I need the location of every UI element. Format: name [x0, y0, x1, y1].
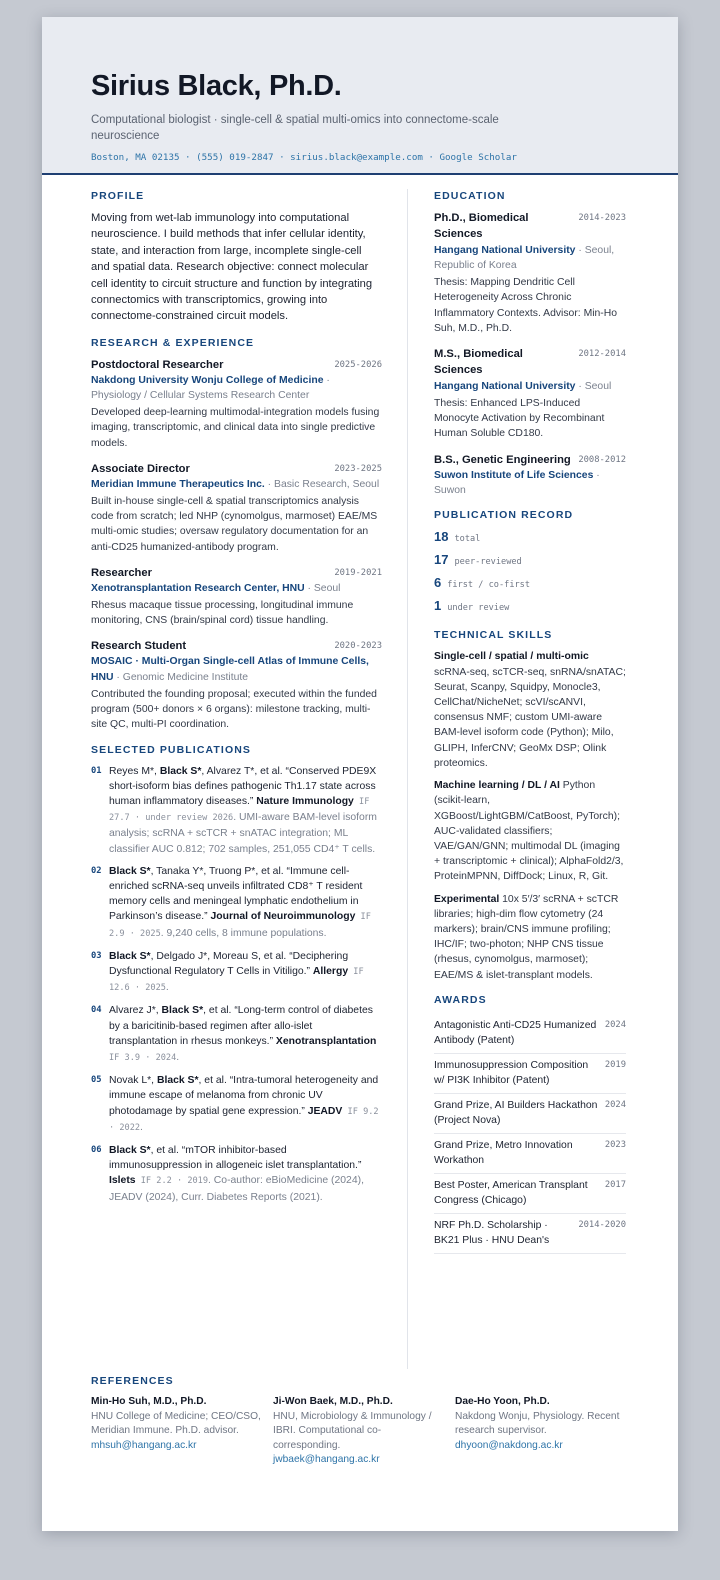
reference-name: Min-Ho Suh, M.D., Ph.D.: [91, 1396, 207, 1407]
job-org: [91, 373, 382, 403]
award-item: [434, 1134, 626, 1174]
authors-before: Novak L*,: [109, 1075, 157, 1087]
publication-list: [91, 764, 382, 1205]
job-title: Researcher: [91, 566, 152, 579]
education-years: 2012-2014: [578, 349, 626, 360]
impact-meta: IF 12.6 · 2025: [109, 966, 364, 994]
org-detail: · Genomic Medicine Institute: [113, 671, 249, 683]
publication-item: [91, 864, 382, 942]
award-year: 2024: [604, 1099, 626, 1110]
reference-item: [455, 1395, 625, 1468]
column-divider: [407, 189, 408, 1369]
pub-record-count: 6: [434, 575, 442, 591]
publication-citation: [109, 1003, 382, 1066]
education-item: [434, 210, 626, 336]
awards-list: [434, 1014, 626, 1254]
awards-heading: AWARDS: [434, 993, 487, 1006]
pub-record-item: [434, 598, 626, 616]
award-year: 2017: [604, 1179, 626, 1190]
degree: Ph.D., Biomedical Sciences: [434, 212, 529, 241]
job-org: [91, 581, 382, 596]
experience-item: [91, 565, 382, 629]
journal-name: JEADV: [307, 1105, 343, 1117]
reference-email-link[interactable]: jwbaek@hangang.ac.kr: [273, 1454, 380, 1465]
publication-number: 02: [91, 865, 102, 876]
award-name: Best Poster, American Transplant Congress (Chicago): [434, 1179, 588, 1206]
skill-category: Single-cell / spatial / multi-omic: [434, 651, 589, 663]
job-years: 2023-2025: [334, 463, 382, 474]
experience-item: [91, 638, 382, 732]
job-description: Rhesus macaque tissue processing, longitudinal immune monitoring, CNS (brain/spinal cord) tissue handling.: [91, 600, 354, 627]
org-detail: · Basic Research, Seoul: [264, 478, 380, 490]
pub-record-label: total: [454, 534, 481, 545]
school-name: Hangang National University: [434, 380, 576, 392]
pub-record-item: [434, 529, 626, 547]
pub-record-count: 18: [434, 529, 449, 545]
job-org: [91, 477, 382, 492]
publication-citation: [109, 764, 382, 857]
reference-description: HNU, Microbiology & Immunology / IBRI. Computational co-corresponding.: [273, 1410, 432, 1451]
publication-note: . Co-author: eBioMedicine (2024), JEADV (2024), Curr. Diabetes Reports (2021).: [109, 1175, 364, 1203]
school: [434, 468, 626, 498]
impact-meta: IF 2.9 · 2025: [109, 912, 371, 939]
publication-note: . 9,240 cells, 8 immune populations.: [160, 927, 327, 939]
pub-record-label: peer-reviewed: [454, 557, 522, 568]
org-name: Nakdong University Wonju College of Medicine: [91, 374, 324, 386]
publication-note: .: [176, 1051, 180, 1063]
publication-item: [91, 1143, 382, 1205]
school-name: Hangang National University: [434, 244, 576, 256]
impact-meta: IF 2.2 · 2019: [135, 1176, 209, 1187]
authors-before: Reyes M*,: [109, 765, 160, 777]
publication-number: 06: [91, 1144, 102, 1155]
award-year: 2014-2020: [578, 1219, 626, 1230]
publication-citation: [109, 864, 382, 942]
journal-name: Journal of Neuroimmunology: [210, 911, 356, 923]
award-year: 2023: [604, 1139, 626, 1150]
education-title-row: [434, 346, 626, 379]
author-self: Black S*: [161, 1005, 204, 1017]
citation-title: , et al. “Long-term control of diabetes by a baricitinib-based regimen after allo-islet transplantation in rhesus monkeys.”: [109, 1005, 373, 1047]
references-heading: REFERENCES: [91, 1375, 174, 1387]
award-name: Grand Prize, Metro Innovation Workathon: [434, 1139, 573, 1166]
references-section: [91, 1374, 631, 1468]
org-name: Meridian Immune Therapeutics Inc.: [91, 478, 265, 490]
education-title-row: [434, 452, 626, 468]
pub-record-list: [434, 529, 626, 616]
citation-title: , et al. “Intra-tumoral heterogeneity and immune escape of melanoma from chronic UV photodamage by spatial gene expression.”: [109, 1075, 379, 1117]
citation-title: , Delgado J*, Moreau S, et al. “Deciphering Dysfunctional Regulatory T Cells in Vitiligo.”: [109, 950, 349, 977]
author-self: Black S*: [159, 765, 202, 777]
left-column: [91, 189, 382, 1212]
award-item: [434, 1054, 626, 1094]
org-name: MOSAIC · Multi-Organ Single-cell Atlas of Immune Cells, HNU: [91, 656, 369, 683]
impact-meta: IF 3.9 · 2024: [109, 1052, 177, 1063]
experience-item: [91, 357, 382, 451]
tagline: Computational biologist · single-cell & spatial multi-omics into connectome-scale neuroscience: [91, 114, 499, 142]
education-list: [434, 210, 626, 498]
journal-name: Allergy: [312, 965, 349, 977]
school: [434, 243, 626, 273]
pub-record-heading: PUBLICATION RECORD: [434, 509, 574, 522]
school-location: · Seoul, Republic of Korea: [434, 244, 615, 272]
skill-details: scRNA-seq, scTCR-seq, snRNA/snATAC; Seurat, Scanpy, Squidpy, Monocle3, CellChat/NicheNet; scVI/scANVI, consensus NMF; custom UMI-aware BAM-level isoform code (Python); Milo, GLIPH, InferCNV; GeoMx DSP; Olink proteomics.: [434, 666, 626, 769]
experience-item: [91, 461, 382, 555]
publication-number: 01: [91, 765, 102, 776]
school-name: Suwon Institute of Life Sciences: [434, 470, 594, 482]
school-location: · Seoul: [575, 380, 612, 392]
citation-title: , Tanaka Y*, Truong P*, et al. “Immune cell-enriched scRNA-seq unveils infiltrated CD8⁺ T resident memory cells and meningeal lymphatic endothelium in Parkinson’s disease.”: [109, 865, 363, 923]
school: [434, 379, 626, 394]
author-self: Black S*: [156, 1075, 199, 1087]
education-title-row: [434, 210, 626, 243]
skills-list: [434, 649, 626, 982]
pub-record-count: 1: [434, 598, 442, 614]
publication-number: 05: [91, 1075, 102, 1086]
experience-title-row: [91, 638, 382, 654]
pub-record-count: 17: [434, 552, 449, 568]
reference-email-link[interactable]: dhyoon@nakdong.ac.kr: [455, 1439, 563, 1451]
journal-name: Xenotransplantation: [275, 1035, 377, 1047]
references-list: [91, 1395, 631, 1468]
skill-item: [434, 892, 626, 983]
publication-item: [91, 764, 382, 857]
education-heading: EDUCATION: [434, 190, 506, 202]
reference-description: Nakdong Wonju, Physiology. Recent research supervisor.: [455, 1410, 620, 1436]
award-name: Antagonistic Anti-CD25 Humanized Antibody (Patent): [434, 1019, 597, 1046]
publication-note: .: [165, 982, 169, 994]
publication-citation: [109, 1073, 382, 1136]
publication-citation: [109, 949, 382, 997]
job-org: [91, 654, 382, 684]
publications-heading: SELECTED PUBLICATIONS: [91, 743, 251, 756]
reference-item: [273, 1395, 443, 1468]
skill-category: Experimental: [434, 893, 500, 905]
skill-item: [434, 649, 626, 771]
publication-citation: [109, 1143, 382, 1205]
pub-record-label: under review: [447, 603, 510, 614]
job-description: Built in-house single-cell & spatial transcriptomics analysis code from scratch; led NHP (cynomolgus, marmoset) EAE/MS multi-omic studies; oversaw regulatory documentation for an anti-CD25 humanized-antibody program.: [91, 496, 378, 553]
pub-record-item: [434, 552, 626, 570]
experience-title-row: [91, 357, 382, 373]
job-description: Contributed the founding proposal; executed within the funded program (500+ donors × 6 organs): milestone tracking, multi-site QC, multi-PI coordination.: [91, 688, 377, 731]
profile-heading: PROFILE: [91, 190, 145, 202]
journal-name: Nature Immunology: [256, 795, 354, 807]
award-name: Grand Prize, AI Builders Hackathon (Project Nova): [434, 1099, 598, 1126]
experience-title-row: [91, 461, 382, 477]
right-column: [434, 189, 626, 1254]
publication-number: 04: [91, 1005, 102, 1016]
award-name: Immunosuppression Composition w/ PI3K Inhibitor (Patent): [434, 1059, 589, 1086]
experience-title-row: [91, 565, 382, 581]
experience-list: [91, 357, 382, 733]
award-year: 2024: [604, 1019, 626, 1030]
profile-text: Moving from wet-lab immunology into computational neuroscience. I build methods that infer cellular identity, state, and interaction from large, incomplete single-cell and spatial data. Research objective: connect molecular cell identity to circuit structure and function by integrating connectomics with transcriptomics, growing into connectome-constrained circuit models.: [91, 212, 373, 323]
education-item: [434, 346, 626, 442]
reference-item: [91, 1395, 261, 1468]
pub-record-item: [434, 575, 626, 593]
award-name: NRF Ph.D. Scholarship · BK21 Plus · HNU Dean's: [434, 1219, 550, 1246]
author-self: Black S*: [109, 865, 151, 877]
degree: B.S., Genetic Engineering: [434, 453, 571, 466]
resume-header: [42, 17, 678, 175]
job-title: Postdoctoral Researcher: [91, 358, 224, 371]
job-years: 2019-2021: [334, 567, 382, 578]
resume-page: [42, 17, 678, 1531]
education-item: [434, 452, 626, 499]
award-item: [434, 1094, 626, 1134]
thesis: Thesis: Mapping Dendritic Cell Heterogeneity Across Chronic Inflammatory Contexts. Advisor: Min-Ho Suh, M.D., Ph.D.: [434, 277, 618, 334]
reference-description: HNU College of Medicine; CEO/CSO, Meridian Immune. Ph.D. advisor.: [91, 1410, 261, 1436]
pub-record-label: first / co-first: [447, 580, 531, 591]
publication-item: [91, 949, 382, 997]
publication-note: .: [140, 1121, 143, 1133]
thesis: Thesis: Enhanced LPS-Induced Monocyte Activation by Recombinant Human Soluble CD180.: [434, 398, 605, 440]
skill-item: [434, 778, 626, 884]
contact-line[interactable]: Boston, MA 02135 · (555) 019-2847 · sirius.black@example.com · Google Scholar: [91, 152, 517, 163]
publication-note: . UMI-aware BAM-level isoform analysis; scRNA + scTCR + snATAC integration; ML classifier AUC 0.812; 702 samples, 251,055 CD4⁺ T cells.: [109, 812, 377, 855]
candidate-name: Sirius Black, Ph.D.: [91, 70, 342, 102]
skill-category: Machine learning / DL / AI: [434, 780, 560, 792]
job-years: 2025-2026: [334, 359, 382, 370]
award-item: [434, 1174, 626, 1214]
impact-meta: IF 27.7 · under review 2026: [109, 796, 370, 824]
reference-name: Ji-Won Baek, M.D., Ph.D.: [273, 1396, 393, 1407]
publication-number: 03: [91, 950, 102, 961]
publication-item: [91, 1073, 382, 1136]
degree: M.S., Biomedical Sciences: [434, 348, 523, 377]
award-item: [434, 1214, 626, 1254]
skill-details: Python (scikit-learn, XGBoost/LightGBM/CatBoost, PyTorch); AUC-validated classifiers; VAE/GAN/GNN; multimodal DL (imaging + transcriptomic + clinical); AlphaFold2/3, ProteinMPNN, DiffDock; Linux, R, Git.: [434, 780, 624, 883]
job-title: Research Student: [91, 640, 187, 653]
reference-name: Dae-Ho Yoon, Ph.D.: [455, 1396, 550, 1407]
org-detail: · Physiology / Cellular Systems Research Center: [91, 374, 330, 402]
author-self: Black S*: [109, 950, 151, 962]
citation-title: , Alvarez T*, et al. “Conserved PDE9X short-isoform bias defines pathogenic Th1.17 state across human inflammatory diseases.”: [109, 765, 377, 807]
experience-heading: RESEARCH & EXPERIENCE: [91, 336, 255, 349]
job-title: Associate Director: [91, 462, 190, 475]
org-detail: · Seoul: [304, 582, 341, 594]
resume-body: [42, 175, 678, 1355]
job-description: Developed deep-learning multimodal-integration models fusing imaging, transcriptomic, and clinical data into single predictive models.: [91, 407, 380, 449]
reference-email-link[interactable]: mhsuh@hangang.ac.kr: [91, 1439, 197, 1451]
impact-meta: IF 9.2 · 2022: [109, 1106, 379, 1133]
award-year: 2019: [604, 1059, 626, 1070]
citation-title: , et al. “mTOR inhibitor-based immunosuppression in allogeneic islet transplantation.”: [109, 1144, 362, 1172]
skill-details: 10x 5′/3′ scRNA + scTCR libraries; high-dim flow cytometry (24 markers); brain/CNS immune profiling; IHC/IF; two-photon; NHP CNS tissue (rhesus, cynomolgus, marmoset); EAE/MS & islet-transplant models.: [434, 893, 619, 981]
education-years: 2008-2012: [578, 454, 626, 465]
authors-before: Alvarez J*,: [109, 1005, 162, 1017]
award-item: [434, 1014, 626, 1054]
skills-heading: TECHNICAL SKILLS: [434, 629, 553, 642]
job-years: 2020-2023: [334, 641, 382, 652]
author-self: Black S*: [109, 1144, 151, 1156]
org-name: Xenotransplantation Research Center, HNU: [91, 582, 305, 594]
education-years: 2014-2023: [578, 213, 626, 223]
school-location: · Suwon: [434, 470, 600, 497]
journal-name: Islets: [109, 1175, 136, 1187]
publication-item: [91, 1003, 382, 1066]
